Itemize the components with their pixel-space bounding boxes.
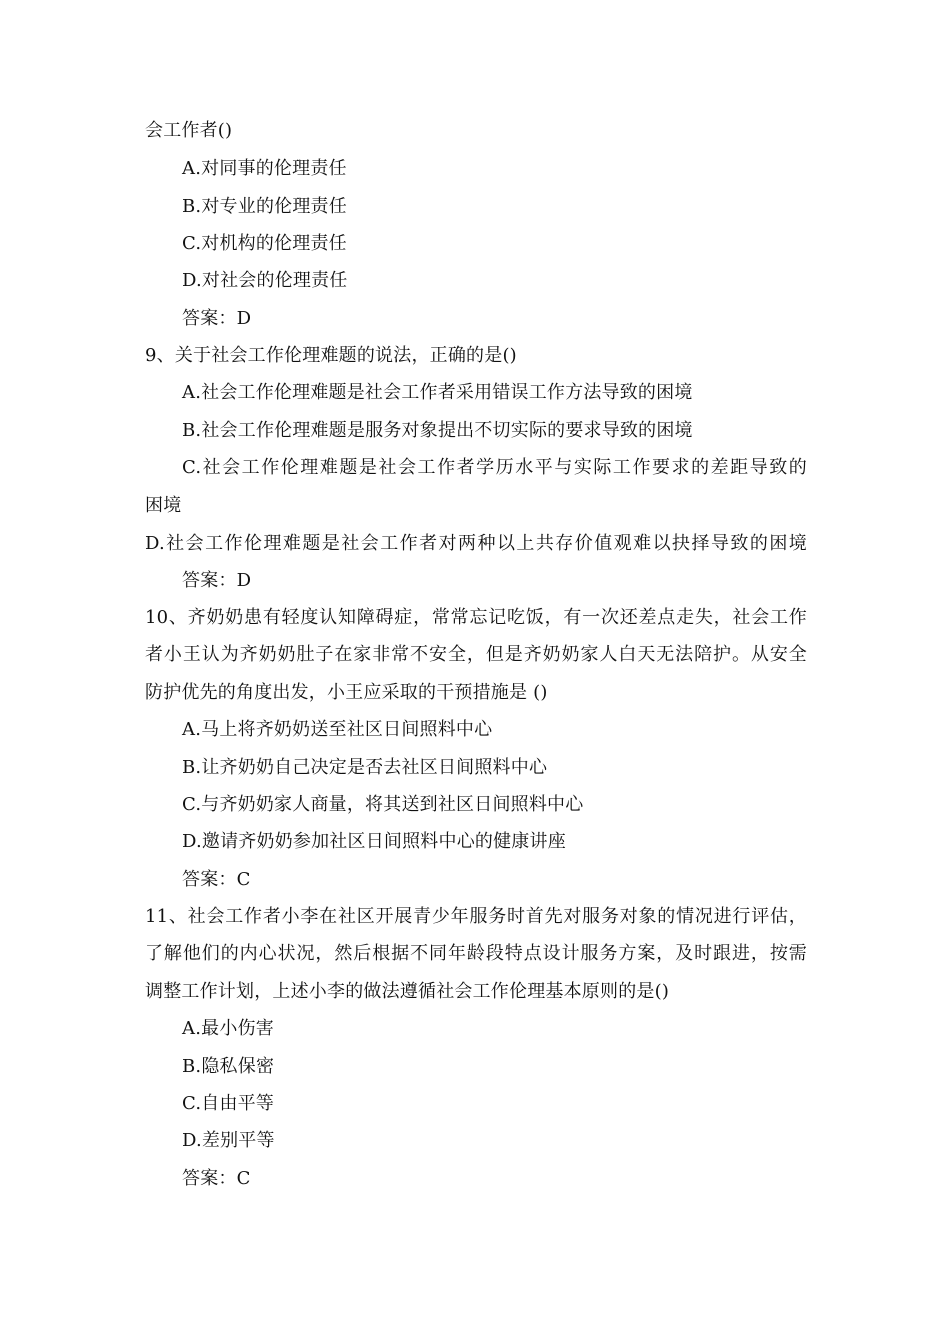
question-11-stem-line-1: 11、社会工作者小李在社区开展青少年服务时首先对服务对象的情况进行评估， (145, 906, 807, 927)
question-9-option-c: C.社会工作伦理难题是社会工作者学历水平与实际工作要求的差距导致的 (182, 457, 807, 478)
question-9-option-d: D.社会工作伦理难题是社会工作者对两种以上共存价值观难以抉择导致的困境 (145, 533, 807, 554)
question-8-option-d: D.对社会的伦理责任 (182, 270, 348, 291)
question-10-option-d: D.邀请齐奶奶参加社区日间照料中心的健康讲座 (182, 831, 566, 852)
question-8-option-a: A.对同事的伦理责任 (182, 158, 347, 179)
question-10-answer: 答案：C (182, 869, 251, 890)
question-11-option-d: D.差别平等 (182, 1130, 275, 1151)
question-9-answer: 答案：D (182, 570, 252, 591)
question-11-option-a: A.最小伤害 (182, 1018, 274, 1039)
question-10-option-b: B.让齐奶奶自己决定是否去社区日间照料中心 (182, 757, 548, 778)
question-9-option-c-continued: 困境 (145, 495, 182, 516)
question-10-stem-line-1: 10、齐奶奶患有轻度认知障碍症，常常忘记吃饭，有一次还差点走失，社会工作 (145, 607, 807, 628)
question-11-stem-line-3: 调整工作计划，上述小李的做法遵循社会工作伦理基本原则的是() (145, 981, 670, 1002)
question-8-option-c: C.对机构的伦理责任 (182, 233, 347, 254)
question-9-stem: 9、关于社会工作伦理难题的说法，正确的是() (145, 345, 517, 366)
question-8-stem-tail: 会工作者() (145, 120, 233, 141)
question-11-stem-line-2: 了解他们的内心状况，然后根据不同年龄段特点设计服务方案，及时跟进，按需 (145, 943, 807, 964)
question-9-option-a: A.社会工作伦理难题是社会工作者采用错误工作方法导致的困境 (182, 382, 693, 403)
question-8-option-b: B.对专业的伦理责任 (182, 196, 347, 217)
question-10-stem-line-3: 防护优先的角度出发，小王应采取的干预措施是 () (145, 682, 548, 703)
question-11-option-b: B.隐私保密 (182, 1056, 275, 1077)
question-10-option-a: A.马上将齐奶奶送至社区日间照料中心 (182, 719, 493, 740)
question-9-option-b: B.社会工作伦理难题是服务对象提出不切实际的要求导致的困境 (182, 420, 693, 441)
question-10-option-c: C.与齐奶奶家人商量，将其送到社区日间照料中心 (182, 794, 584, 815)
question-11-option-c: C.自由平等 (182, 1093, 275, 1114)
question-10-stem-line-2: 者小王认为齐奶奶肚子在家非常不安全，但是齐奶奶家人白天无法陪护。从安全 (145, 644, 807, 665)
question-8-answer: 答案：D (182, 308, 252, 329)
question-11-answer: 答案：C (182, 1168, 251, 1189)
